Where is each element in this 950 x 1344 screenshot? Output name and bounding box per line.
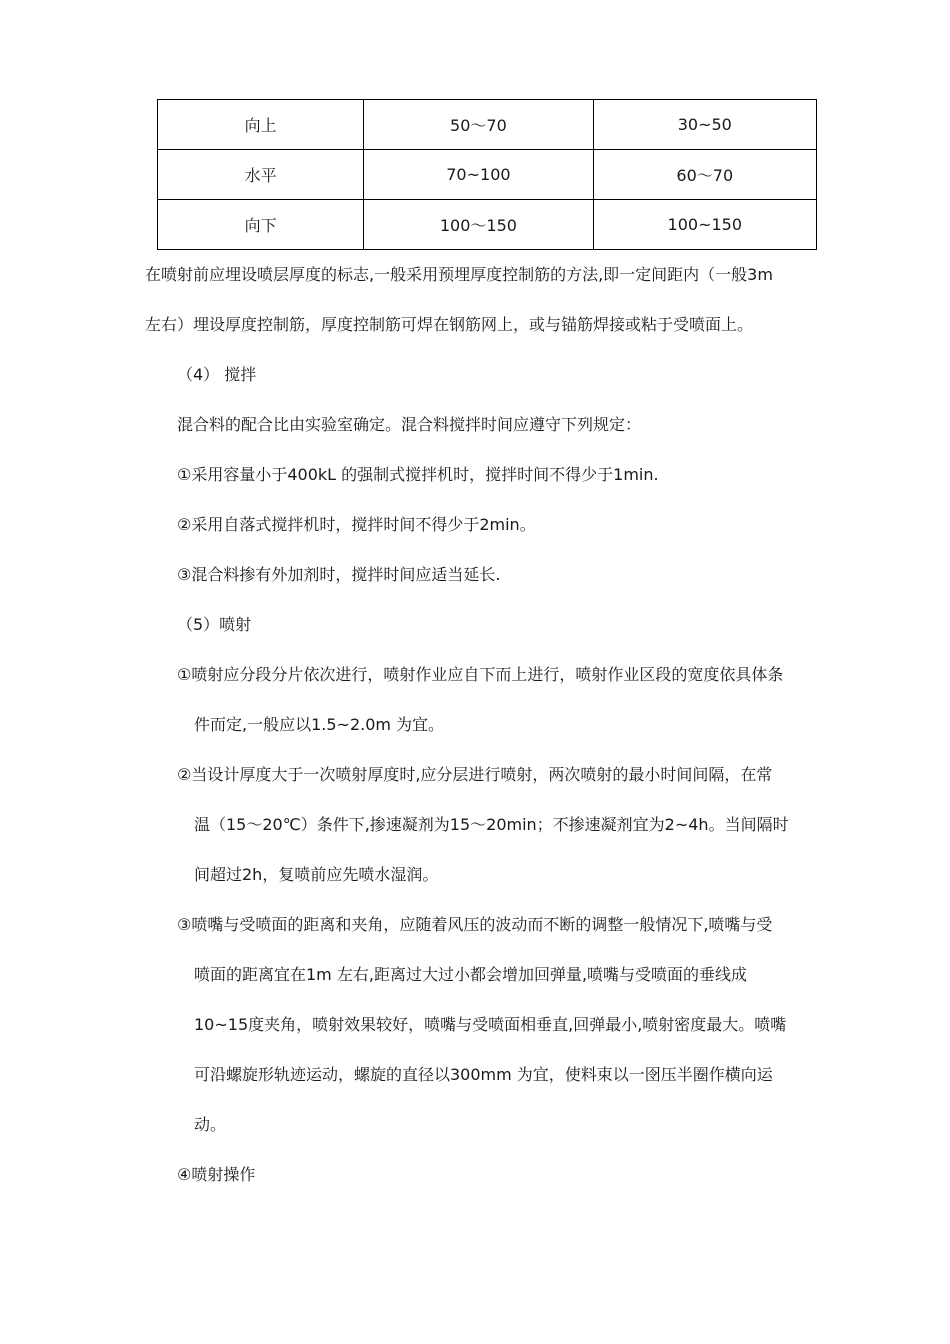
table-cell-direction: 水平 (158, 150, 364, 200)
list-item-continuation: 动。 (194, 1115, 227, 1134)
section-heading-spraying: （5）喷射 (177, 615, 252, 634)
list-item-continuation: 10~15度夹角，喷射效果较好，喷嘴与受喷面相垂直,回弹最小,喷射密度最大。喷嘴 (194, 1015, 787, 1034)
list-item: ②当设计厚度大于一次喷射厚度时,应分层进行喷射，两次喷射的最小时间间隔，在常 (177, 765, 773, 784)
list-item: ③喷嘴与受喷面的距离和夹角，应随着风压的波动而不断的调整一般情况下,喷嘴与受 (177, 915, 773, 934)
list-item-continuation: 件而定,一般应以1.5~2.0m 为宜。 (194, 715, 445, 734)
thickness-table (157, 99, 817, 250)
list-item-continuation: 可沿螺旋形轨迹运动，螺旋的直径以300mm 为宜，使料束以一囹压半圈作横向运 (194, 1065, 773, 1084)
list-item-continuation: 温（15～20℃）条件下,掺速凝剂为15～20min；不掺速凝剂宜为2~4h。当间隔时 (194, 815, 789, 834)
list-item: ③混合料掺有外加剂时，搅拌时间应适当延长. (177, 565, 501, 584)
table-cell-value: 50～70 (364, 100, 593, 150)
table-row (158, 150, 817, 200)
table-cell-direction: 向下 (158, 200, 364, 250)
table-row (158, 200, 817, 250)
table-cell-value: 100~150 (593, 200, 816, 250)
list-item-continuation: 喷面的距离宜在1m 左右,距离过大过小都会增加回弹量,喷嘴与受喷面的垂线成 (194, 965, 748, 984)
table-cell-value: 60～70 (593, 150, 816, 200)
list-item: ②采用自落式搅拌机时，搅拌时间不得少于2min。 (177, 515, 536, 534)
table-cell-value: 70~100 (364, 150, 593, 200)
table-cell-value: 100～150 (364, 200, 593, 250)
paragraph-line: 混合料的配合比由实验室确定。混合料搅拌时间应遵守下列规定： (177, 415, 642, 434)
table-cell-value: 30~50 (593, 100, 816, 150)
list-item: ①喷射应分段分片依次进行，喷射作业应自下而上进行，喷射作业区段的宽度依具体条 (177, 665, 784, 684)
list-item: ④喷射操作 (177, 1165, 256, 1184)
table-cell-direction: 向上 (158, 100, 364, 150)
paragraph-line: 左右）埋设厚度控制筋，厚度控制筋可焊在钢筋网上，或与锚筋焊接或粘于受喷面上。 (145, 315, 754, 334)
section-heading-mixing: （4） 搅拌 (177, 365, 257, 384)
list-item-continuation: 间超过2h，复喷前应先喷水湿润。 (194, 865, 439, 884)
list-item: ①采用容量小于400kL 的强制式搅拌机时，搅拌时间不得少于1min. (177, 465, 659, 484)
table-row (158, 100, 817, 150)
paragraph-line: 在喷射前应埋设喷层厚度的标志,一般采用预埋厚度控制筋的方法,即一定间距内（一般3m (145, 265, 773, 284)
